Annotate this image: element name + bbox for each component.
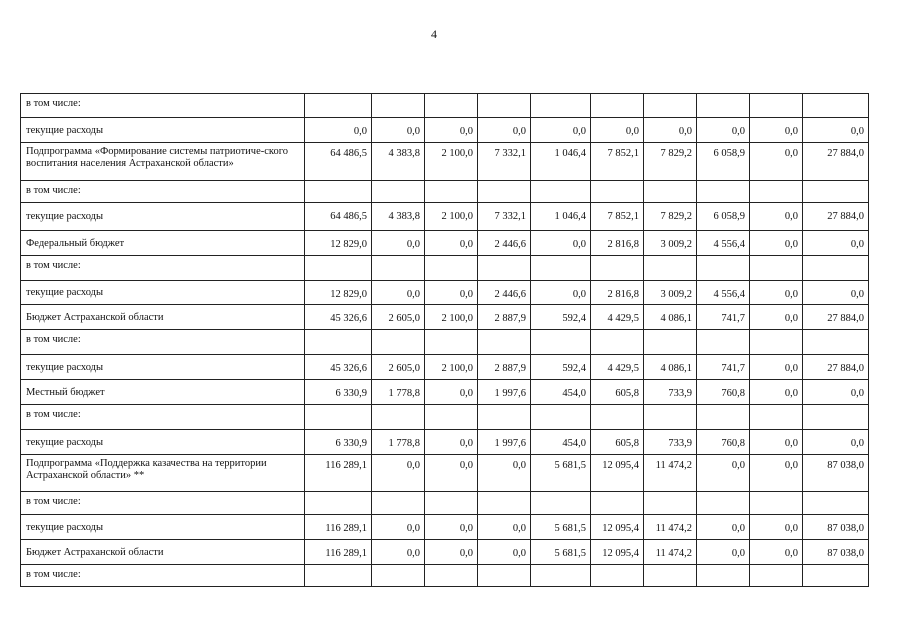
value-cell (644, 181, 697, 203)
value-cell (372, 565, 425, 587)
value-cell: 0,0 (750, 281, 803, 305)
value-cell (750, 330, 803, 355)
value-cell: 0,0 (750, 515, 803, 540)
value-cell (697, 181, 750, 203)
value-cell: 4 086,1 (644, 305, 697, 330)
value-cell: 116 289,1 (305, 455, 372, 492)
value-cell: 4 383,8 (372, 203, 425, 231)
value-cell (803, 181, 869, 203)
value-cell: 2 887,9 (478, 355, 531, 380)
value-cell (305, 181, 372, 203)
value-cell: 592,4 (531, 305, 591, 330)
value-cell: 1 997,6 (478, 380, 531, 405)
table-row (21, 455, 869, 492)
value-cell: 64 486,5 (305, 143, 372, 181)
row-label: Бюджет Астраханской области (21, 305, 305, 330)
value-cell: 605,8 (591, 430, 644, 455)
row-label: текущие расходы (21, 515, 305, 540)
value-cell: 0,0 (750, 355, 803, 380)
value-cell: 87 038,0 (803, 540, 869, 565)
value-cell: 0,0 (425, 430, 478, 455)
value-cell: 760,8 (697, 380, 750, 405)
value-cell (478, 405, 531, 430)
value-cell: 64 486,5 (305, 203, 372, 231)
value-cell: 2 100,0 (425, 305, 478, 330)
value-cell (697, 330, 750, 355)
value-cell: 0,0 (425, 281, 478, 305)
value-cell: 1 046,4 (531, 143, 591, 181)
value-cell (697, 565, 750, 587)
value-cell (305, 256, 372, 281)
value-cell: 87 038,0 (803, 515, 869, 540)
value-cell: 27 884,0 (803, 355, 869, 380)
value-cell: 741,7 (697, 355, 750, 380)
row-label: Федеральный бюджет (21, 231, 305, 256)
value-cell (478, 181, 531, 203)
value-cell: 733,9 (644, 430, 697, 455)
value-cell: 2 100,0 (425, 143, 478, 181)
row-label: Подпрограмма «Формирование системы патриотиче-ского воспитания населения Астраханской области» (21, 143, 305, 181)
row-label: текущие расходы (21, 118, 305, 143)
value-cell: 1 046,4 (531, 203, 591, 231)
value-cell: 27 884,0 (803, 203, 869, 231)
value-cell: 0,0 (425, 118, 478, 143)
value-cell: 11 474,2 (644, 540, 697, 565)
value-cell (644, 405, 697, 430)
value-cell (531, 492, 591, 515)
row-label: Подпрограмма «Поддержка казачества на территории Астраханской области» ** (21, 455, 305, 492)
table-row (21, 281, 869, 305)
value-cell (803, 330, 869, 355)
row-label: текущие расходы (21, 430, 305, 455)
value-cell: 0,0 (372, 231, 425, 256)
value-cell: 733,9 (644, 380, 697, 405)
value-cell: 0,0 (531, 231, 591, 256)
value-cell: 7 852,1 (591, 203, 644, 231)
value-cell: 0,0 (750, 430, 803, 455)
value-cell: 27 884,0 (803, 305, 869, 330)
table-row (21, 305, 869, 330)
value-cell (644, 94, 697, 118)
value-cell (478, 565, 531, 587)
value-cell: 1 778,8 (372, 430, 425, 455)
value-cell: 4 086,1 (644, 355, 697, 380)
row-label: в том числе: (21, 94, 305, 118)
value-cell: 11 474,2 (644, 455, 697, 492)
table-row (21, 94, 869, 118)
value-cell (644, 256, 697, 281)
value-cell (478, 256, 531, 281)
value-cell (591, 405, 644, 430)
value-cell: 0,0 (750, 380, 803, 405)
value-cell: 2 605,0 (372, 305, 425, 330)
table-row (21, 355, 869, 380)
value-cell: 4 429,5 (591, 355, 644, 380)
table-row (21, 430, 869, 455)
value-cell: 12 095,4 (591, 455, 644, 492)
value-cell: 12 095,4 (591, 515, 644, 540)
value-cell: 45 326,6 (305, 355, 372, 380)
value-cell: 0,0 (372, 118, 425, 143)
value-cell: 0,0 (750, 118, 803, 143)
value-cell (803, 94, 869, 118)
value-cell: 12 829,0 (305, 281, 372, 305)
value-cell (531, 256, 591, 281)
table-row (21, 181, 869, 203)
value-cell: 0,0 (750, 143, 803, 181)
value-cell: 2 816,8 (591, 281, 644, 305)
value-cell (478, 492, 531, 515)
value-cell (305, 94, 372, 118)
value-cell: 741,7 (697, 305, 750, 330)
row-label: текущие расходы (21, 355, 305, 380)
value-cell (478, 330, 531, 355)
value-cell: 0,0 (478, 515, 531, 540)
value-cell: 760,8 (697, 430, 750, 455)
value-cell: 0,0 (750, 455, 803, 492)
value-cell: 7 829,2 (644, 143, 697, 181)
value-cell (591, 94, 644, 118)
table-row (21, 515, 869, 540)
value-cell: 116 289,1 (305, 515, 372, 540)
value-cell: 2 100,0 (425, 355, 478, 380)
table-row (21, 380, 869, 405)
value-cell: 0,0 (372, 281, 425, 305)
value-cell (591, 492, 644, 515)
value-cell: 2 887,9 (478, 305, 531, 330)
value-cell (750, 181, 803, 203)
value-cell (697, 492, 750, 515)
value-cell: 0,0 (803, 430, 869, 455)
value-cell (531, 181, 591, 203)
value-cell (305, 405, 372, 430)
value-cell: 6 058,9 (697, 203, 750, 231)
value-cell: 0,0 (425, 515, 478, 540)
value-cell (591, 181, 644, 203)
value-cell: 4 383,8 (372, 143, 425, 181)
value-cell (372, 330, 425, 355)
table-row (21, 256, 869, 281)
value-cell (803, 256, 869, 281)
value-cell: 0,0 (372, 515, 425, 540)
row-label: в том числе: (21, 565, 305, 587)
table-row (21, 231, 869, 256)
value-cell (644, 492, 697, 515)
value-cell: 0,0 (750, 203, 803, 231)
value-cell: 0,0 (803, 231, 869, 256)
row-label: в том числе: (21, 330, 305, 355)
value-cell: 0,0 (305, 118, 372, 143)
row-label: Местный бюджет (21, 380, 305, 405)
value-cell: 0,0 (697, 118, 750, 143)
value-cell (305, 565, 372, 587)
value-cell (425, 565, 478, 587)
value-cell: 5 681,5 (531, 540, 591, 565)
value-cell (425, 181, 478, 203)
table-row (21, 565, 869, 587)
table-row (21, 330, 869, 355)
value-cell (531, 405, 591, 430)
value-cell: 0,0 (644, 118, 697, 143)
value-cell: 0,0 (372, 455, 425, 492)
value-cell (531, 330, 591, 355)
value-cell (591, 330, 644, 355)
table-body (21, 94, 869, 587)
value-cell (697, 256, 750, 281)
value-cell (697, 405, 750, 430)
value-cell: 116 289,1 (305, 540, 372, 565)
value-cell: 1 778,8 (372, 380, 425, 405)
value-cell (803, 492, 869, 515)
value-cell (305, 492, 372, 515)
value-cell (644, 565, 697, 587)
value-cell: 11 474,2 (644, 515, 697, 540)
value-cell: 0,0 (478, 118, 531, 143)
value-cell: 0,0 (697, 455, 750, 492)
value-cell: 454,0 (531, 430, 591, 455)
value-cell: 592,4 (531, 355, 591, 380)
value-cell: 7 829,2 (644, 203, 697, 231)
value-cell: 0,0 (531, 281, 591, 305)
row-label: текущие расходы (21, 203, 305, 231)
value-cell: 12 829,0 (305, 231, 372, 256)
value-cell: 6 330,9 (305, 380, 372, 405)
value-cell: 0,0 (425, 455, 478, 492)
value-cell: 605,8 (591, 380, 644, 405)
value-cell (591, 565, 644, 587)
value-cell: 12 095,4 (591, 540, 644, 565)
value-cell: 0,0 (425, 540, 478, 565)
value-cell (425, 256, 478, 281)
value-cell: 2 446,6 (478, 231, 531, 256)
value-cell (803, 405, 869, 430)
value-cell: 0,0 (697, 515, 750, 540)
value-cell (372, 181, 425, 203)
value-cell (697, 94, 750, 118)
value-cell: 7 852,1 (591, 143, 644, 181)
row-label: в том числе: (21, 405, 305, 430)
budget-table (20, 93, 869, 587)
row-label: в том числе: (21, 256, 305, 281)
table-row (21, 405, 869, 430)
table-row (21, 540, 869, 565)
value-cell (531, 94, 591, 118)
value-cell: 5 681,5 (531, 455, 591, 492)
page-number: 4 (431, 27, 437, 41)
value-cell (425, 405, 478, 430)
table-row (21, 492, 869, 515)
value-cell (425, 330, 478, 355)
value-cell (372, 492, 425, 515)
value-cell: 3 009,2 (644, 281, 697, 305)
value-cell: 87 038,0 (803, 455, 869, 492)
value-cell: 0,0 (478, 455, 531, 492)
value-cell: 1 997,6 (478, 430, 531, 455)
value-cell: 0,0 (531, 118, 591, 143)
value-cell: 3 009,2 (644, 231, 697, 256)
row-label: в том числе: (21, 181, 305, 203)
table-row (21, 203, 869, 231)
value-cell: 0,0 (750, 540, 803, 565)
value-cell (372, 94, 425, 118)
value-cell: 2 446,6 (478, 281, 531, 305)
value-cell (750, 256, 803, 281)
value-cell (750, 492, 803, 515)
value-cell (803, 565, 869, 587)
value-cell: 0,0 (750, 305, 803, 330)
value-cell (305, 330, 372, 355)
value-cell: 0,0 (803, 380, 869, 405)
value-cell: 2 816,8 (591, 231, 644, 256)
value-cell: 2 605,0 (372, 355, 425, 380)
value-cell (591, 256, 644, 281)
table-row (21, 143, 869, 181)
value-cell (478, 94, 531, 118)
value-cell: 0,0 (697, 540, 750, 565)
value-cell (750, 94, 803, 118)
value-cell: 0,0 (591, 118, 644, 143)
value-cell (750, 565, 803, 587)
value-cell (531, 565, 591, 587)
value-cell: 454,0 (531, 380, 591, 405)
value-cell: 4 429,5 (591, 305, 644, 330)
value-cell: 6 330,9 (305, 430, 372, 455)
value-cell: 45 326,6 (305, 305, 372, 330)
value-cell: 4 556,4 (697, 281, 750, 305)
value-cell (644, 330, 697, 355)
value-cell: 0,0 (750, 231, 803, 256)
value-cell: 0,0 (425, 231, 478, 256)
table-row (21, 118, 869, 143)
value-cell: 4 556,4 (697, 231, 750, 256)
value-cell: 7 332,1 (478, 203, 531, 231)
value-cell: 0,0 (803, 118, 869, 143)
row-label: в том числе: (21, 492, 305, 515)
value-cell (425, 492, 478, 515)
value-cell (372, 405, 425, 430)
value-cell (372, 256, 425, 281)
value-cell: 0,0 (803, 281, 869, 305)
value-cell: 7 332,1 (478, 143, 531, 181)
value-cell: 0,0 (372, 540, 425, 565)
value-cell: 27 884,0 (803, 143, 869, 181)
value-cell: 5 681,5 (531, 515, 591, 540)
row-label: текущие расходы (21, 281, 305, 305)
value-cell: 6 058,9 (697, 143, 750, 181)
value-cell (750, 405, 803, 430)
value-cell: 0,0 (478, 540, 531, 565)
value-cell: 2 100,0 (425, 203, 478, 231)
row-label: Бюджет Астраханской области (21, 540, 305, 565)
value-cell (425, 94, 478, 118)
value-cell: 0,0 (425, 380, 478, 405)
